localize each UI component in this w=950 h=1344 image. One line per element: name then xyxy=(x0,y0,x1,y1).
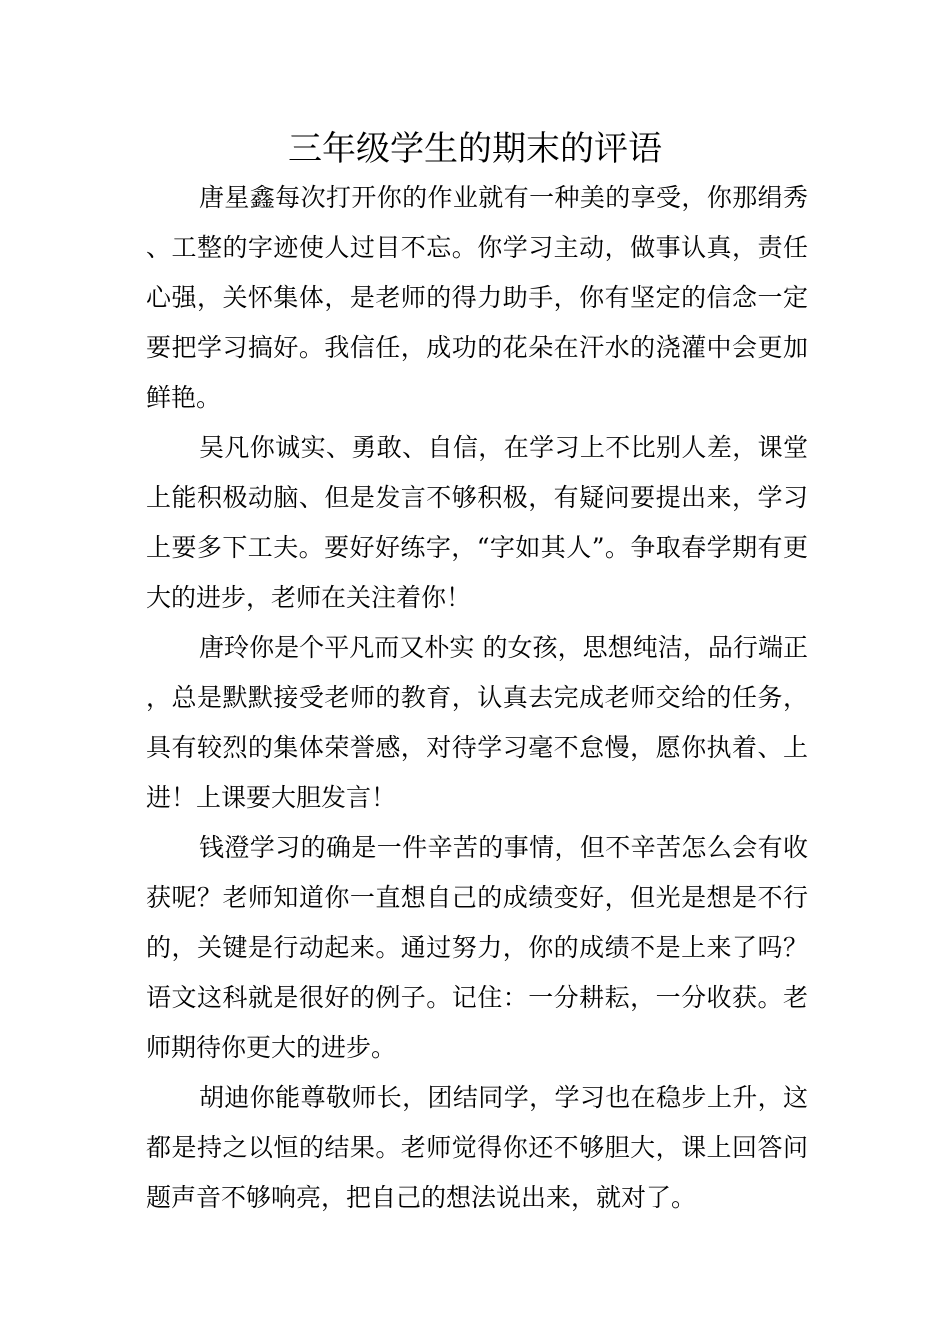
paragraph-qian-cheng: 钱澄学习的确是一件辛苦的事情，但不辛苦怎么会有收获呢？老师知道你一直想自己的成绩变好，但光是想是不行的，关键是行动起来。通过努力，你的成绩不是上来了吗？语文这科就是很好的例子。记住：一分耕耘，一分收获。老师期待你更大的进步。 xyxy=(146,833,808,1062)
document-body xyxy=(146,173,808,1223)
document-title: 三年级学生的期末的评语 xyxy=(288,129,662,169)
paragraph-tang-xingxin: 唐星鑫每次打开你的作业就有一种美的享受，你那绢秀、工整的字迹使人过目不忘。你学习主动，做事认真，责任心强，关怀集体，是老师的得力助手，你有坚定的信念一定要把学习搞好。我信任，成功的花朵在汗水的浇灌中会更加鲜艳。 xyxy=(146,183,808,412)
paragraph-tang-ling: 唐玲你是个平凡而又朴实 的女孩，思想纯洁，品行端正，总是默默接受老师的教育，认真去完成老师交给的任务，具有较烈的集体荣誉感，对待学习毫不怠慢，愿你执着、上进！上课要大胆发言！ xyxy=(146,633,808,812)
paragraph-hu-di: 胡迪你能尊敬师长，团结同学，学习也在稳步上升，这都是持之以恒的结果。老师觉得你还不够胆大，课上回答问题声音不够响亮，把自己的想法说出来，就对了。 xyxy=(146,1083,808,1212)
paragraph-wu-fan: 吴凡你诚实、勇敢、自信，在学习上不比别人差，课堂上能积极动脑、但是发言不够积极，有疑问要提出来，学习上要多下工夫。要好好练字，“字如其人”。争取春学期有更大的进步，老师在关注着你！ xyxy=(146,433,808,612)
